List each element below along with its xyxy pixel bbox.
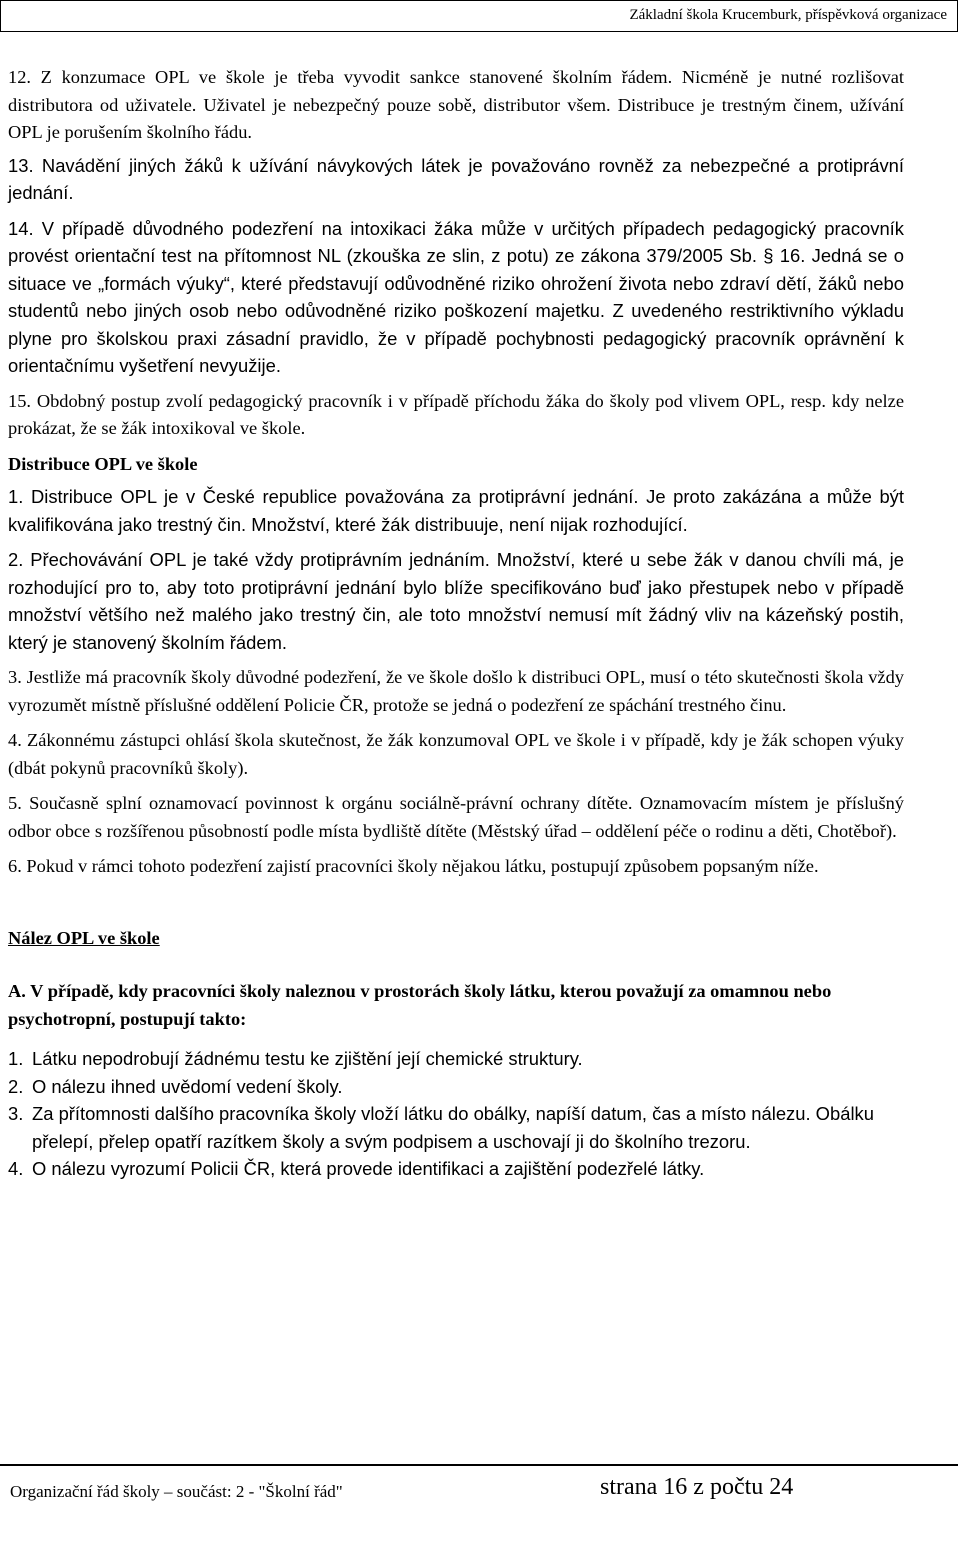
distribution-item-1: 1. Distribuce OPL je v České republice považována za protiprávní jednání. Je proto zakázána a může být kvalifikována jako trestný čin. Množství, které žák distribuuje, není nijak rozhodující.: [8, 486, 904, 535]
footer-page-number: strana 16 z počtu 24: [600, 1474, 794, 1500]
page-footer: [0, 1464, 958, 1514]
distribution-item-5: 5. Současně splní oznamovací povinnost k orgánu sociálně-právní ochrany dítěte. Oznamovacím místem je příslušný odbor obce s rozšířenou působností podle místa bydliště dítěte (Městský úřad – oddělení péče o rodinu a děti, Chotěboř).: [8, 793, 904, 841]
document-body: [8, 64, 904, 1183]
list-item: 3. Za přítomnosti dalšího pracovníka školy vloží látku do obálky, napíší datum, čas a místo nálezu. Obálku přelepí, přelep opatří razítkem školy a svým podpisem a uschovají ji do školního trezoru.: [8, 1103, 874, 1152]
distribution-item-3: 3. Jestliže má pracovník školy důvodné podezření, že ve škole došlo k distribuci OPL, musí o této skutečnosti škola vždy vyrozumět místně příslušné oddělení Policie ČR, protože se jedná o podezření ze spáchání trestného činu.: [8, 667, 904, 715]
distribution-item-4: 4. Zákonnému zástupci ohlásí škola skutečnost, že žák konzumoval OPL ve škole i v případě, kdy je žák schopen výuky (dbát pokynů pracovníků školy).: [8, 730, 904, 778]
section-heading-distribution: Distribuce OPL ve škole: [8, 453, 198, 474]
paragraph-12: 12. Z konzumace OPL ve škole je třeba vyvodit sankce stanovené školním řádem. Nicméně je nutné rozlišovat distributora od uživatele. Uživatel je nebezpečný pouze sobě, distributor všem. Distribuce je trestným činem, užívání OPL je porušením školního řádu.: [8, 67, 904, 142]
list-item: 1. Látku nepodrobují žádnému testu ke zjištění její chemické struktury.: [8, 1048, 583, 1069]
list-item: 2. O nálezu ihned uvědomí vedení školy.: [8, 1075, 343, 1097]
list-item: 4. O nálezu vyrozumí Policii ČR, která provede identifikaci a zajištění podezřelé látky.: [8, 1158, 705, 1179]
page-header: [0, 0, 958, 32]
paragraph-15: 15. Obdobný postup zvolí pedagogický pracovník i v případě příchodu žáka do školy pod vlivem OPL, resp. kdy nelze prokázat, že se žák intoxikoval ve škole.: [8, 390, 904, 438]
section-heading-finding: Nález OPL ve škole: [8, 927, 160, 948]
finding-steps-list: [8, 1045, 904, 1183]
distribution-item-2: 2. Přechovávání OPL je také vždy protiprávním jednáním. Množství, které u sebe žák v danou chvíli má, je rozhodující pro to, aby toto protiprávní jednání bylo blíže specifikováno buď jako přestupek nebo v případě množství většího než malého jako trestný čin, ale toto množství nemusí mít žádný vliv na kázeňský postih, který je stanovený školním řádem.: [8, 549, 904, 653]
distribution-item-6: 6. Pokud v rámci tohoto podezření zajistí pracovníci školy nějakou látku, postupují způsobem popsaným níže.: [8, 856, 819, 876]
footer-document-name: Organizační řád školy – součást: 2 - "Školní řád": [10, 1482, 343, 1501]
header-title: Základní škola Krucemburk, příspěvková organizace: [629, 7, 947, 23]
paragraph-14: 14. V případě důvodného podezření na intoxikaci žáka může v určitých případech pedagogický pracovník provést orientační test na přítomnost NL (zkouška ze slin, z potu) ze zákona 379/2005 Sb. § 16. Jedná se o situace ve „formách výuky“, které představují odůvodněné riziko ohrožení života nebo zdraví dětí, žáků nebo studentů nebo jiných osob nebo odůvodněné riziko poškození majetku. Z uvedeného restriktivního výkladu plyne pro školskou praxi zásadní pravidlo, že v případě pochybnosti pedagogický pracovník oprávnění k orientačnímu vyšetření nevyužije.: [8, 217, 904, 376]
finding-subheading: A. V případě, kdy pracovníci školy naleznou v prostorách školy látku, kterou považují za omamnou nebo psychotropní, postupují takto:: [8, 981, 832, 1029]
paragraph-13: 13. Navádění jiných žáků k užívání návykových látek je považováno rovněž za nebezpečné a protiprávní jednání.: [8, 154, 904, 203]
